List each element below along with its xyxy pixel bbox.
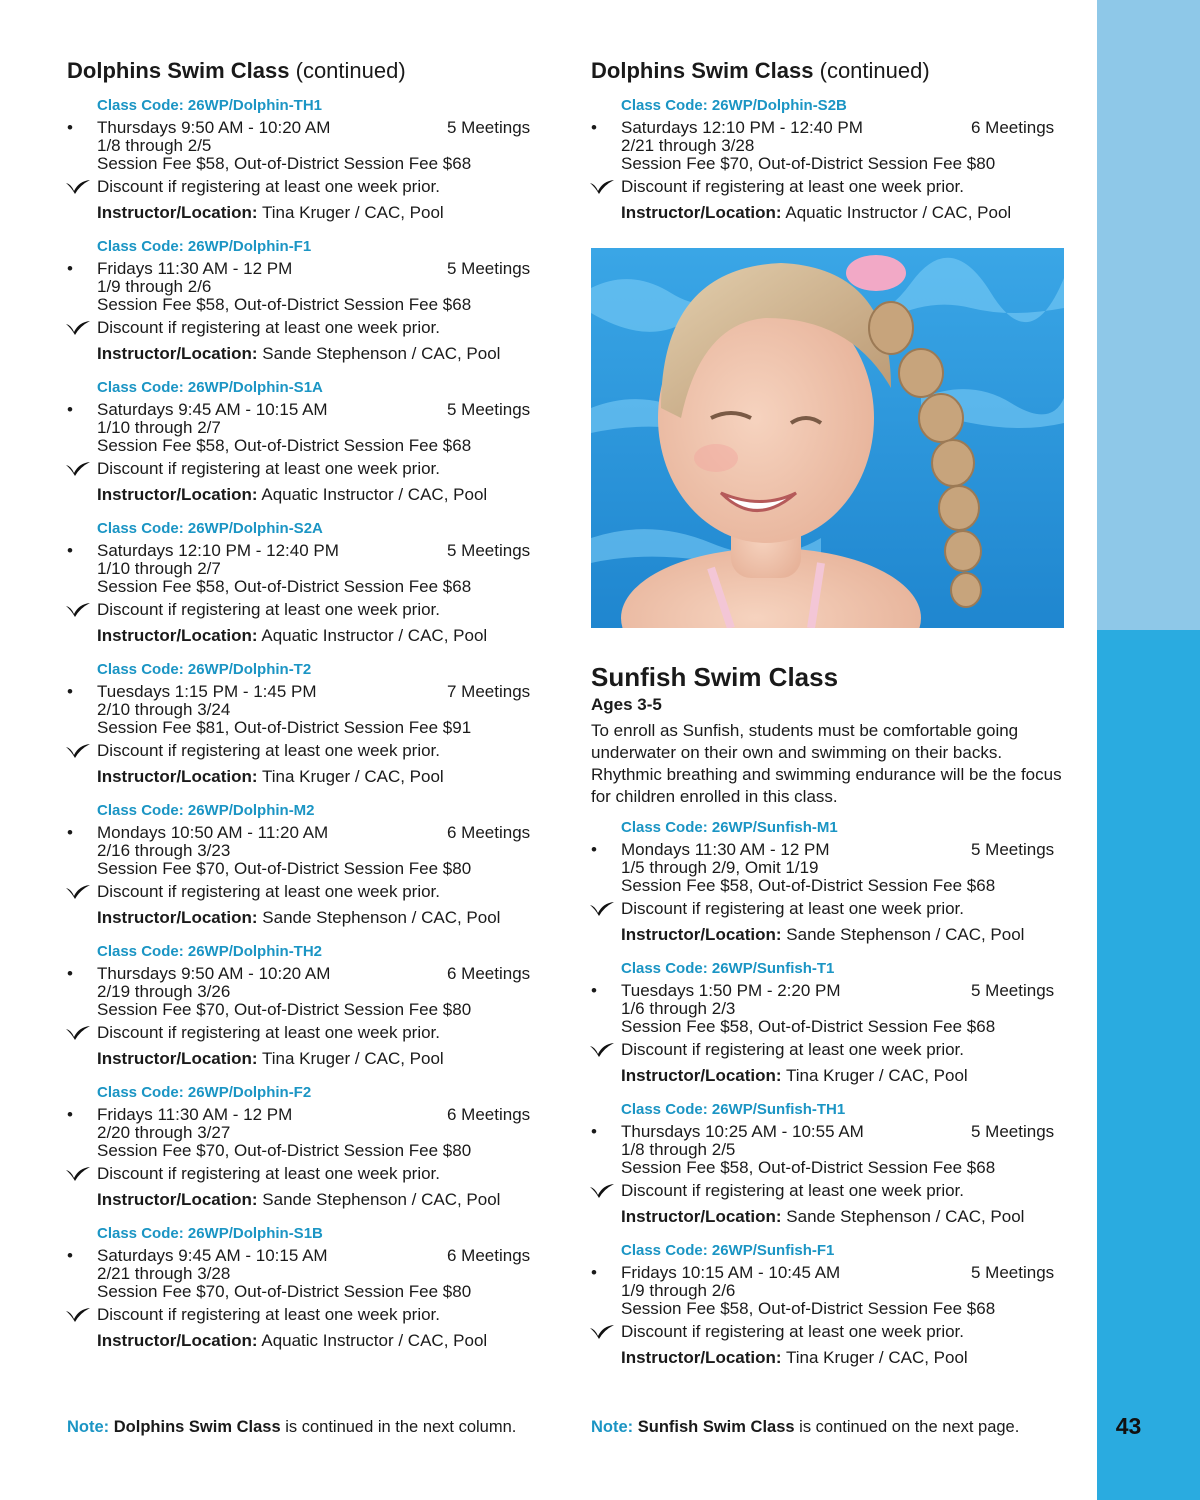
class-schedule: Fridays 11:30 AM - 12 PM — [97, 1105, 293, 1124]
class-dates: 1/6 through 2/3 — [621, 999, 736, 1018]
class-fee: Session Fee $58, Out-of-District Session Fee $68 — [621, 876, 996, 895]
note-left — [67, 1416, 516, 1438]
instructor-value: Tina Kruger / CAC, Pool — [261, 203, 444, 222]
class-code: Class Code: 26WP/Sunfish-M1 — [621, 819, 838, 836]
discount-line — [621, 1322, 1071, 1342]
instructor-location — [621, 1348, 1071, 1368]
class-fee: Session Fee $70, Out-of-District Session Fee $80 — [97, 1000, 472, 1019]
class-dates: 2/10 through 3/24 — [97, 700, 231, 719]
class-meetings: 5 Meetings — [447, 400, 531, 419]
swimmer-photo — [591, 248, 1064, 628]
class-meetings: 5 Meetings — [971, 1122, 1055, 1141]
bullet: • — [591, 981, 597, 1000]
section-title-suffix: (continued) — [295, 58, 406, 83]
class-entry — [67, 237, 547, 364]
instructor-location — [97, 485, 547, 505]
class-schedule-row — [67, 259, 547, 278]
discount-text: Discount if registering at least one week prior. — [97, 459, 441, 478]
instructor-label: Instructor/Location: — [97, 908, 258, 927]
class-entry — [67, 1083, 547, 1210]
discount-line — [97, 177, 547, 197]
class-meetings: 6 Meetings — [447, 964, 531, 983]
instructor-label: Instructor/Location: — [97, 203, 258, 222]
class-code: Class Code: 26WP/Dolphin-TH2 — [97, 943, 323, 960]
instructor-location — [97, 1049, 547, 1069]
class-list — [591, 96, 1071, 223]
discount-text: Discount if registering at least one week prior. — [621, 177, 965, 196]
class-schedule: Thursdays 9:50 AM - 10:20 AM — [97, 964, 331, 983]
discount-text: Discount if registering at least one week prior. — [97, 882, 441, 901]
discount-line — [97, 318, 547, 338]
instructor-label: Instructor/Location: — [621, 203, 782, 222]
class-schedule: Fridays 10:15 AM - 10:45 AM — [621, 1263, 841, 1282]
discount-line — [97, 1164, 547, 1184]
discount-line — [621, 177, 1071, 197]
section-title — [67, 56, 547, 86]
instructor-location — [621, 1207, 1071, 1227]
early-bird-check-icon — [589, 179, 615, 195]
instructor-label: Instructor/Location: — [621, 1207, 782, 1226]
class-fee: Session Fee $70, Out-of-District Session Fee $80 — [621, 154, 996, 173]
early-bird-check-icon — [65, 179, 91, 195]
discount-text: Discount if registering at least one week prior. — [621, 1040, 965, 1059]
class-code: Class Code: 26WP/Dolphin-S2A — [97, 520, 323, 537]
discount-text: Discount if registering at least one week prior. — [97, 1023, 441, 1042]
class-meetings: 5 Meetings — [447, 541, 531, 560]
instructor-label: Instructor/Location: — [97, 485, 258, 504]
note-bold: Dolphins Swim Class — [113, 1418, 281, 1436]
discount-line — [97, 882, 547, 902]
instructor-value: Aquatic Instructor / CAC, Pool — [261, 1331, 488, 1350]
class-schedule-row — [591, 981, 1071, 1000]
note-bold: Sunfish Swim Class — [637, 1418, 795, 1436]
discount-text: Discount if registering at least one week prior. — [621, 899, 965, 918]
instructor-location — [97, 626, 547, 646]
class-fee: Session Fee $58, Out-of-District Session Fee $68 — [97, 436, 472, 455]
instructor-label: Instructor/Location: — [621, 1066, 782, 1085]
note-right — [591, 1416, 1019, 1438]
class-code: Class Code: 26WP/Dolphin-S2B — [621, 97, 847, 114]
class-schedule-row — [67, 823, 547, 842]
early-bird-check-icon — [65, 461, 91, 477]
class-entry — [67, 96, 547, 223]
note-label: Note: — [591, 1418, 634, 1436]
discount-line — [97, 1023, 547, 1043]
class-schedule-row — [67, 964, 547, 983]
bullet: • — [67, 1105, 73, 1124]
instructor-value: Aquatic Instructor / CAC, Pool — [261, 626, 488, 645]
class-entry — [67, 1224, 547, 1351]
class-fee: Session Fee $81, Out-of-District Session Fee $91 — [97, 718, 472, 737]
class-meetings: 5 Meetings — [971, 840, 1055, 859]
class-entry — [67, 660, 547, 787]
discount-line — [97, 1305, 547, 1325]
discount-text: Discount if registering at least one week prior. — [97, 318, 441, 337]
section-title — [591, 56, 1071, 86]
class-schedule-row — [67, 400, 547, 419]
side-bar-dark — [1097, 630, 1200, 1500]
class-meetings: 5 Meetings — [447, 118, 531, 137]
class-schedule-row — [591, 1122, 1071, 1141]
class-schedule: Saturdays 9:45 AM - 10:15 AM — [97, 400, 328, 419]
instructor-value: Tina Kruger / CAC, Pool — [261, 767, 444, 786]
class-code: Class Code: 26WP/Sunfish-F1 — [621, 1242, 835, 1259]
class-schedule: Fridays 11:30 AM - 12 PM — [97, 259, 293, 278]
class-list — [67, 96, 547, 1351]
class-fee: Session Fee $70, Out-of-District Session Fee $80 — [97, 1282, 472, 1301]
class-schedule-row — [591, 118, 1071, 137]
bullet: • — [591, 118, 597, 137]
bullet: • — [67, 541, 73, 560]
class-entry — [67, 519, 547, 646]
instructor-label: Instructor/Location: — [621, 1348, 782, 1367]
instructor-value: Aquatic Instructor / CAC, Pool — [261, 485, 488, 504]
class-schedule: Tuesdays 1:15 PM - 1:45 PM — [97, 682, 317, 701]
instructor-label: Instructor/Location: — [97, 626, 258, 645]
sunfish-ages: Ages 3-5 — [591, 695, 662, 714]
early-bird-check-icon — [65, 1166, 91, 1182]
class-schedule: Saturdays 12:10 PM - 12:40 PM — [97, 541, 339, 560]
discount-line — [97, 459, 547, 479]
class-schedule-row — [591, 840, 1071, 859]
class-entry — [591, 959, 1071, 1086]
instructor-label: Instructor/Location: — [97, 1331, 258, 1350]
sunfish-title: Sunfish Swim Class — [591, 662, 839, 692]
instructor-value: Sande Stephenson / CAC, Pool — [786, 925, 1025, 944]
class-schedule-row — [67, 1246, 547, 1265]
class-schedule: Saturdays 9:45 AM - 10:15 AM — [97, 1246, 328, 1265]
note-text: is continued in the next column. — [280, 1418, 517, 1436]
instructor-label: Instructor/Location: — [97, 344, 258, 363]
early-bird-check-icon — [589, 1183, 615, 1199]
class-meetings: 7 Meetings — [447, 682, 531, 701]
class-meetings: 5 Meetings — [971, 1263, 1055, 1282]
instructor-location — [97, 908, 547, 928]
class-schedule: Mondays 10:50 AM - 11:20 AM — [97, 823, 329, 842]
instructor-label: Instructor/Location: — [97, 767, 258, 786]
instructor-value: Aquatic Instructor / CAC, Pool — [785, 203, 1012, 222]
bullet: • — [591, 1122, 597, 1141]
discount-line — [97, 741, 547, 761]
instructor-location — [621, 203, 1071, 223]
class-entry — [67, 942, 547, 1069]
discount-text: Discount if registering at least one week prior. — [97, 177, 441, 196]
section-title-text: Dolphins Swim Class — [67, 58, 290, 83]
class-schedule-row — [591, 1263, 1071, 1282]
class-code: Class Code: 26WP/Sunfish-T1 — [621, 960, 835, 977]
class-entry — [591, 96, 1071, 223]
discount-line — [621, 1181, 1071, 1201]
instructor-location — [621, 925, 1071, 945]
class-meetings: 6 Meetings — [447, 1105, 531, 1124]
class-dates: 2/19 through 3/26 — [97, 982, 231, 1001]
discount-line — [621, 1040, 1071, 1060]
class-dates: 1/5 through 2/9, Omit 1/19 — [621, 858, 819, 877]
class-schedule: Mondays 11:30 AM - 12 PM — [621, 840, 830, 859]
instructor-location — [97, 203, 547, 223]
instructor-location — [621, 1066, 1071, 1086]
class-meetings: 6 Meetings — [447, 823, 531, 842]
bullet: • — [67, 259, 73, 278]
class-dates: 1/8 through 2/5 — [621, 1140, 736, 1159]
class-schedule: Saturdays 12:10 PM - 12:40 PM — [621, 118, 863, 137]
instructor-value: Sande Stephenson / CAC, Pool — [786, 1207, 1025, 1226]
discount-text: Discount if registering at least one week prior. — [97, 600, 441, 619]
section-title-text: Dolphins Swim Class — [591, 58, 814, 83]
class-fee: Session Fee $70, Out-of-District Session Fee $80 — [97, 859, 472, 878]
bullet: • — [67, 1246, 73, 1265]
bullet: • — [67, 682, 73, 701]
class-code: Class Code: 26WP/Dolphin-M2 — [97, 802, 315, 819]
class-code: Class Code: 26WP/Dolphin-S1B — [97, 1225, 323, 1242]
class-schedule-row — [67, 1105, 547, 1124]
class-entry — [591, 818, 1071, 945]
class-meetings: 6 Meetings — [971, 118, 1055, 137]
class-fee: Session Fee $58, Out-of-District Session Fee $68 — [97, 295, 472, 314]
class-meetings: 5 Meetings — [971, 981, 1055, 1000]
class-schedule: Thursdays 9:50 AM - 10:20 AM — [97, 118, 331, 137]
bullet: • — [591, 840, 597, 859]
instructor-label: Instructor/Location: — [97, 1190, 258, 1209]
instructor-value: Sande Stephenson / CAC, Pool — [262, 908, 501, 927]
note-text: is continued on the next page. — [794, 1418, 1020, 1436]
class-dates: 1/10 through 2/7 — [97, 418, 221, 437]
early-bird-check-icon — [65, 743, 91, 759]
early-bird-check-icon — [65, 320, 91, 336]
early-bird-check-icon — [589, 1324, 615, 1340]
discount-line — [97, 600, 547, 620]
early-bird-check-icon — [65, 884, 91, 900]
bullet: • — [591, 1263, 597, 1282]
class-dates: 2/20 through 3/27 — [97, 1123, 231, 1142]
class-code: Class Code: 26WP/Dolphin-TH1 — [97, 97, 323, 114]
early-bird-check-icon — [589, 901, 615, 917]
side-color-bar — [1097, 0, 1200, 1500]
instructor-location — [97, 767, 547, 787]
class-dates: 2/16 through 3/23 — [97, 841, 231, 860]
bullet: • — [67, 823, 73, 842]
left-column — [67, 56, 547, 1365]
instructor-label: Instructor/Location: — [97, 1049, 258, 1068]
instructor-location — [97, 1190, 547, 1210]
class-dates: 1/8 through 2/5 — [97, 136, 212, 155]
class-fee: Session Fee $58, Out-of-District Session Fee $68 — [97, 577, 472, 596]
class-schedule: Tuesdays 1:50 PM - 2:20 PM — [621, 981, 841, 1000]
swimmer-photo-illustration — [591, 248, 1064, 628]
class-fee: Session Fee $58, Out-of-District Session Fee $68 — [621, 1017, 996, 1036]
class-fee: Session Fee $58, Out-of-District Session Fee $68 — [97, 154, 472, 173]
instructor-value: Tina Kruger / CAC, Pool — [261, 1049, 444, 1068]
side-bar-light — [1097, 0, 1200, 630]
class-dates: 2/21 through 3/28 — [621, 136, 755, 155]
early-bird-check-icon — [65, 1307, 91, 1323]
class-schedule: Thursdays 10:25 AM - 10:55 AM — [621, 1122, 864, 1141]
discount-text: Discount if registering at least one week prior. — [97, 1305, 441, 1324]
sunfish-section — [591, 660, 1071, 1382]
class-code: Class Code: 26WP/Dolphin-S1A — [97, 379, 323, 396]
instructor-value: Sande Stephenson / CAC, Pool — [262, 344, 501, 363]
instructor-location — [97, 1331, 547, 1351]
class-schedule-row — [67, 541, 547, 560]
bullet: • — [67, 118, 73, 137]
bullet: • — [67, 964, 73, 983]
class-entry — [67, 378, 547, 505]
class-fee: Session Fee $58, Out-of-District Session Fee $68 — [621, 1158, 996, 1177]
class-code: Class Code: 26WP/Dolphin-F2 — [97, 1084, 312, 1101]
early-bird-check-icon — [65, 1025, 91, 1041]
bullet: • — [67, 400, 73, 419]
class-code: Class Code: 26WP/Dolphin-F1 — [97, 238, 312, 255]
class-meetings: 6 Meetings — [447, 1246, 531, 1265]
class-fee: Session Fee $70, Out-of-District Session Fee $80 — [97, 1141, 472, 1160]
class-dates: 1/10 through 2/7 — [97, 559, 221, 578]
class-fee: Session Fee $58, Out-of-District Session Fee $68 — [621, 1299, 996, 1318]
class-dates: 1/9 through 2/6 — [97, 277, 212, 296]
class-list — [591, 818, 1071, 1368]
class-entry — [591, 1241, 1071, 1368]
discount-text: Discount if registering at least one week prior. — [621, 1322, 965, 1341]
class-entry — [67, 801, 547, 928]
class-entry — [591, 1100, 1071, 1227]
discount-text: Discount if registering at least one week prior. — [621, 1181, 965, 1200]
class-code: Class Code: 26WP/Dolphin-T2 — [97, 661, 312, 678]
section-title-suffix: (continued) — [819, 58, 930, 83]
early-bird-check-icon — [65, 602, 91, 618]
early-bird-check-icon — [589, 1042, 615, 1058]
discount-text: Discount if registering at least one week prior. — [97, 741, 441, 760]
instructor-location — [97, 344, 547, 364]
instructor-value: Sande Stephenson / CAC, Pool — [262, 1190, 501, 1209]
instructor-value: Tina Kruger / CAC, Pool — [785, 1066, 968, 1085]
instructor-label: Instructor/Location: — [621, 925, 782, 944]
sunfish-description: To enroll as Sunfish, students must be comfortable going underwater on their own and swimming on their backs. Rhythmic breathing and swimming endurance will be the focus for children enrolled in this class. — [591, 721, 1062, 806]
discount-text: Discount if registering at least one week prior. — [97, 1164, 441, 1183]
class-code: Class Code: 26WP/Sunfish-TH1 — [621, 1101, 846, 1118]
class-dates: 1/9 through 2/6 — [621, 1281, 736, 1300]
instructor-value: Tina Kruger / CAC, Pool — [785, 1348, 968, 1367]
right-column — [591, 56, 1071, 237]
discount-line — [621, 899, 1071, 919]
class-schedule-row — [67, 118, 547, 137]
note-label: Note: — [67, 1418, 110, 1436]
class-dates: 2/21 through 3/28 — [97, 1264, 231, 1283]
page-number: 43 — [1115, 1413, 1142, 1439]
class-schedule-row — [67, 682, 547, 701]
class-meetings: 5 Meetings — [447, 259, 531, 278]
